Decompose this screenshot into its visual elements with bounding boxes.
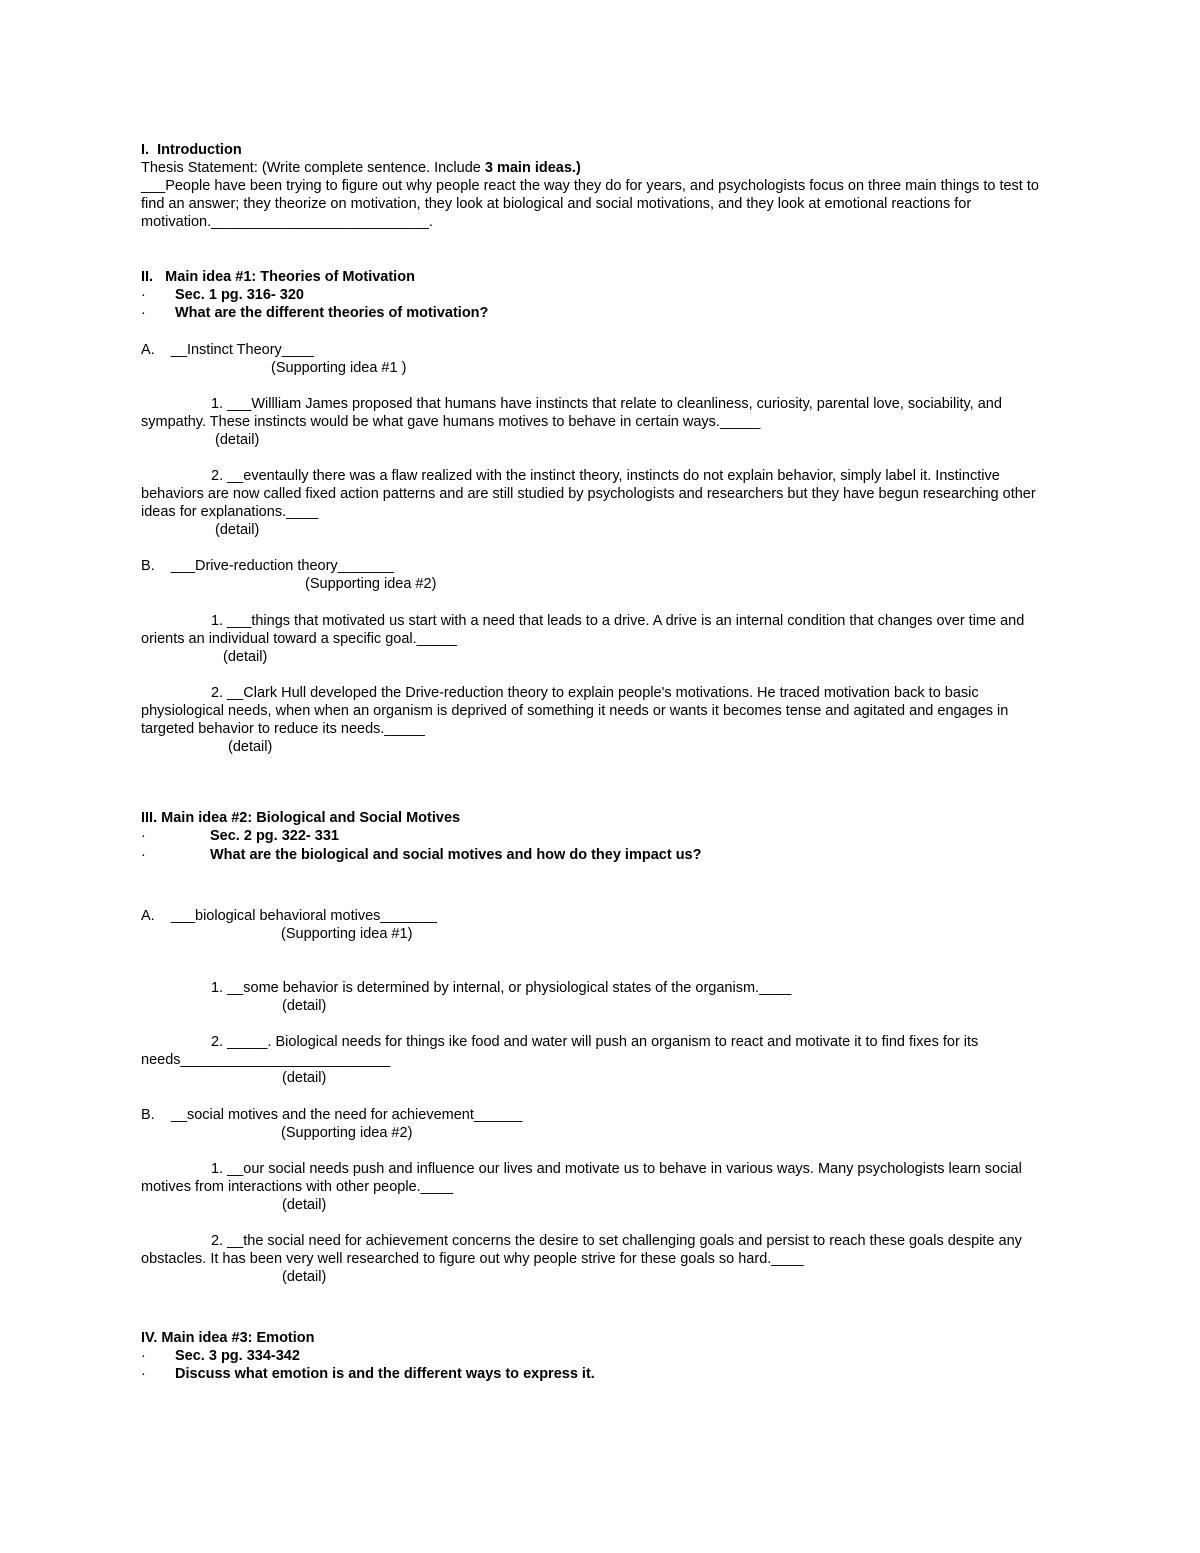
main2-A-support: (Supporting idea #1) bbox=[281, 926, 413, 942]
main1-bullet-1 bbox=[141, 286, 1061, 304]
thesis-label bbox=[141, 159, 1061, 177]
detail-label: (detail) bbox=[282, 1070, 327, 1086]
main3-bullet-1-text: Sec. 3 pg. 334-342 bbox=[175, 1348, 300, 1364]
main1-B-title: B. ___Drive-reduction theory_______ bbox=[141, 558, 395, 574]
bullet-glyph: · bbox=[141, 828, 146, 844]
main1-bullet-2-text: What are the different theories of motivation? bbox=[175, 305, 489, 321]
main3-bullet-1 bbox=[141, 1347, 1061, 1365]
main1-A-detail-2: 2. __eventaully there was a flaw realized with the instinct theory, instincts do not explain behavior, simply label it. Instinctive behaviors are now called fixed action patterns and are still studied by psychologists and researchers but they have begun researching other ideas for explanations.____ bbox=[141, 468, 1036, 520]
main1-A-title: A. __Instinct Theory____ bbox=[141, 342, 315, 358]
bullet-glyph: · bbox=[141, 1366, 146, 1382]
main1-heading: II. Main idea #1: Theories of Motivation bbox=[141, 269, 415, 285]
main1-bullet-1-text: Sec. 1 pg. 316- 320 bbox=[175, 287, 304, 303]
main2-B-detail-2: 2. __the social need for achievement concerns the desire to set challenging goals and persist to reach these goals despite any obstacles. It has been very well researched to figure out why people strive for these goals so hard.____ bbox=[141, 1233, 1022, 1267]
main2-B-title: B. __social motives and the need for achievement______ bbox=[141, 1107, 523, 1123]
main3-heading: IV. Main idea #3: Emotion bbox=[141, 1330, 315, 1346]
main2-A-title: A. ___biological behavioral motives_______ bbox=[141, 908, 437, 924]
main2-bullet-2-text: What are the biological and social motives and how do they impact us? bbox=[210, 847, 702, 863]
main1-A-detail-1: 1. ___Willliam James proposed that humans have instincts that relate to cleanliness, curiosity, parental love, sociability, and sympathy. These instincts would be what gave humans motives to behave in certain ways._____ bbox=[141, 396, 1002, 430]
main3-bullet-2 bbox=[141, 1365, 1061, 1383]
detail-label: (detail) bbox=[282, 1269, 327, 1285]
intro-heading: I. Introduction bbox=[141, 142, 242, 158]
thesis-text: ___People have been trying to figure out why people react the way they do for years, and psychologists focus on three main things to test to find an answer; they theorize on motivation, they look at biological and social motivations, and they look at emotional reactions for motivation.___________________________. bbox=[141, 178, 1039, 230]
main2-A-detail-1: 1. __some behavior is determined by internal, or physiological states of the organism.____ bbox=[211, 980, 792, 996]
main1-B-support: (Supporting idea #2) bbox=[305, 576, 437, 592]
main2-heading: III. Main idea #2: Biological and Social Motives bbox=[141, 810, 461, 826]
thesis-prefix: Thesis Statement: (Write complete sentence. Include bbox=[141, 160, 485, 176]
main2-B-support: (Supporting idea #2) bbox=[281, 1125, 413, 1141]
main2-B-detail-1: 1. __our social needs push and influence our lives and motivate us to behave in various ways. Many psychologists learn social motives from interactions with other people.____ bbox=[141, 1161, 1022, 1195]
main1-bullet-2 bbox=[141, 304, 1061, 322]
main3-bullet-2-text: Discuss what emotion is and the different ways to express it. bbox=[175, 1366, 595, 1382]
main1-A-support: (Supporting idea #1 ) bbox=[271, 360, 407, 376]
main2-A-detail-2: 2. _____. Biological needs for things ike food and water will push an organism to react and motivate it to find fixes for its needs__________________________ bbox=[141, 1034, 979, 1068]
main2-bullet-1-text: Sec. 2 pg. 322- 331 bbox=[210, 828, 339, 844]
bullet-glyph: · bbox=[141, 287, 146, 303]
thesis-bold: 3 main ideas.) bbox=[484, 160, 581, 176]
detail-label: (detail) bbox=[282, 1197, 327, 1213]
detail-label: (detail) bbox=[282, 998, 327, 1014]
main2-bullet-1 bbox=[141, 827, 1061, 845]
bullet-glyph: · bbox=[141, 305, 146, 321]
detail-label: (detail) bbox=[215, 432, 260, 448]
bullet-glyph: · bbox=[141, 847, 146, 863]
main1-B-detail-1: 1. ___things that motivated us start with a need that leads to a drive. A drive is an internal condition that changes over time and orients an individual toward a specific goal._____ bbox=[141, 613, 1025, 647]
main1-B-detail-2: 2. __Clark Hull developed the Drive-reduction theory to explain people's motivations. He traced motivation back to basic physiological needs, when when an organism is deprived of something it needs or wants it becomes tense and agitated and engages in targeted behavior to reduce its needs._____ bbox=[141, 685, 1009, 737]
bullet-glyph: · bbox=[141, 1348, 146, 1364]
main2-bullet-2 bbox=[141, 846, 1061, 864]
detail-label: (detail) bbox=[215, 522, 260, 538]
detail-label: (detail) bbox=[223, 649, 268, 665]
detail-label: (detail) bbox=[228, 739, 273, 755]
